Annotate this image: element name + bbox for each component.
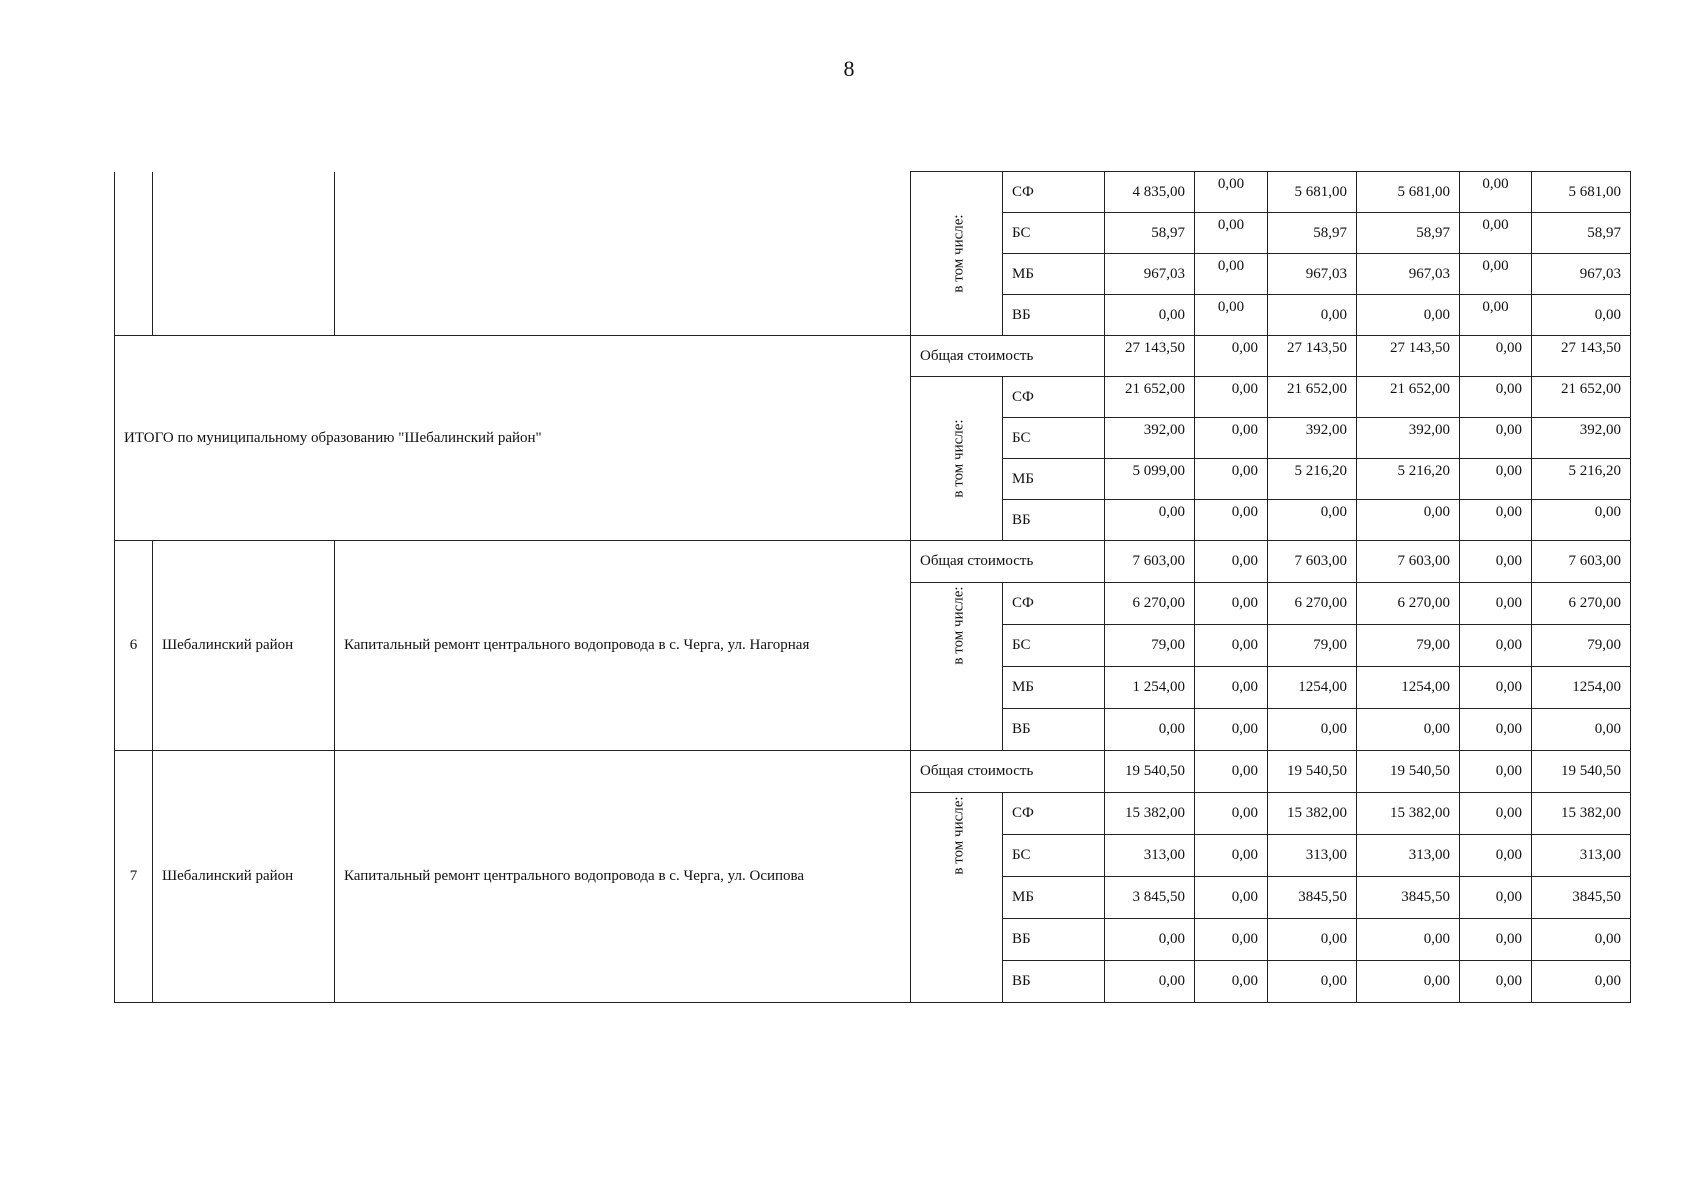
value-cell: 0,00 [1460,751,1532,793]
district-name: Шебалинский район [153,751,335,1003]
value-cell: 19 540,50 [1105,751,1195,793]
value-cell: 0,00 [1460,919,1532,961]
value-cell: 0,00 [1268,709,1357,751]
value-cell: 5 681,00 [1268,172,1357,213]
value-cell: 5 216,20 [1357,459,1460,500]
value-cell: 0,00 [1357,919,1460,961]
value-cell: 0,00 [1195,377,1268,418]
value-cell: 27 143,50 [1105,336,1195,377]
value-cell: 7 603,00 [1357,541,1460,583]
value-cell: 27 143,50 [1268,336,1357,377]
fund-code: СФ [1003,793,1105,835]
value-cell: 313,00 [1357,835,1460,877]
value-cell: 392,00 [1532,418,1631,459]
fund-code: СФ [1003,583,1105,625]
value-cell: 0,00 [1195,835,1268,877]
value-cell: 19 540,50 [1268,751,1357,793]
value-cell: 5 681,00 [1357,172,1460,213]
value-cell: 6 270,00 [1357,583,1460,625]
value-cell: 58,97 [1532,213,1631,254]
fund-code: ВБ [1003,500,1105,541]
funding-table [114,171,1631,1003]
including-label: в том числе: [911,793,1003,1003]
value-cell: 1 254,00 [1105,667,1195,709]
value-cell: 392,00 [1105,418,1195,459]
value-cell: 0,00 [1357,961,1460,1003]
value-cell: 0,00 [1460,625,1532,667]
value-cell: 21 652,00 [1105,377,1195,418]
value-cell: 0,00 [1460,583,1532,625]
value-cell: 1254,00 [1357,667,1460,709]
fund-code: БС [1003,418,1105,459]
table-row [115,541,1631,583]
value-cell: 0,00 [1195,625,1268,667]
value-cell: 0,00 [1195,583,1268,625]
value-cell: 0,00 [1532,919,1631,961]
value-cell: 3845,50 [1268,877,1357,919]
value-cell: 0,00 [1195,254,1268,295]
value-cell: 0,00 [1460,295,1532,336]
value-cell: 0,00 [1195,541,1268,583]
value-cell: 0,00 [1460,459,1532,500]
value-cell: 5 099,00 [1105,459,1195,500]
value-cell: 0,00 [1460,418,1532,459]
table-row [115,336,1631,377]
value-cell: 0,00 [1460,541,1532,583]
value-cell: 0,00 [1195,459,1268,500]
value-cell: 5 216,20 [1532,459,1631,500]
num-cell [115,172,153,336]
table-row [115,172,1631,213]
fund-code: ВБ [1003,709,1105,751]
value-cell: 1254,00 [1532,667,1631,709]
table-row [115,751,1631,793]
value-cell: 0,00 [1105,709,1195,751]
value-cell: 313,00 [1105,835,1195,877]
total-title: ИТОГО по муниципальному образованию "Шебалинский район" [115,336,911,541]
fund-code: МБ [1003,877,1105,919]
value-cell: 0,00 [1460,213,1532,254]
value-cell: 3845,50 [1357,877,1460,919]
cost-label: Общая стоимость [911,541,1105,583]
value-cell: 0,00 [1532,961,1631,1003]
fund-code: ВБ [1003,961,1105,1003]
value-cell: 0,00 [1357,295,1460,336]
value-cell: 6 270,00 [1268,583,1357,625]
value-cell: 21 652,00 [1532,377,1631,418]
value-cell: 15 382,00 [1532,793,1631,835]
value-cell: 79,00 [1357,625,1460,667]
fund-code: СФ [1003,377,1105,418]
value-cell: 58,97 [1268,213,1357,254]
project-name: Капитальный ремонт центрального водопровода в с. Черга, ул. Осипова [335,751,911,1003]
value-cell: 0,00 [1460,500,1532,541]
value-cell: 0,00 [1105,919,1195,961]
value-cell: 0,00 [1195,213,1268,254]
value-cell: 0,00 [1195,172,1268,213]
value-cell: 0,00 [1195,709,1268,751]
value-cell: 5 681,00 [1532,172,1631,213]
value-cell: 7 603,00 [1532,541,1631,583]
value-cell: 0,00 [1460,377,1532,418]
value-cell: 0,00 [1532,500,1631,541]
value-cell: 15 382,00 [1105,793,1195,835]
project-name-cell [335,172,911,336]
value-cell: 58,97 [1105,213,1195,254]
value-cell: 967,03 [1105,254,1195,295]
district-cell [153,172,335,336]
fund-code: БС [1003,625,1105,667]
value-cell: 0,00 [1532,295,1631,336]
value-cell: 0,00 [1532,709,1631,751]
value-cell: 967,03 [1357,254,1460,295]
page-number: 8 [843,56,855,81]
value-cell: 0,00 [1195,336,1268,377]
value-cell: 79,00 [1268,625,1357,667]
value-cell: 0,00 [1460,835,1532,877]
value-cell: 79,00 [1532,625,1631,667]
value-cell: 313,00 [1268,835,1357,877]
value-cell: 15 382,00 [1268,793,1357,835]
value-cell: 0,00 [1195,877,1268,919]
value-cell: 967,03 [1532,254,1631,295]
value-cell: 6 270,00 [1532,583,1631,625]
value-cell: 0,00 [1357,709,1460,751]
value-cell: 0,00 [1268,919,1357,961]
including-label: в том числе: [911,377,1003,541]
value-cell: 0,00 [1105,961,1195,1003]
value-cell: 0,00 [1105,295,1195,336]
including-label: в том числе: [911,172,1003,336]
value-cell: 21 652,00 [1268,377,1357,418]
value-cell: 0,00 [1268,961,1357,1003]
value-cell: 21 652,00 [1357,377,1460,418]
value-cell: 0,00 [1460,336,1532,377]
value-cell: 58,97 [1357,213,1460,254]
value-cell: 967,03 [1268,254,1357,295]
value-cell: 1254,00 [1268,667,1357,709]
value-cell: 27 143,50 [1357,336,1460,377]
value-cell: 0,00 [1195,919,1268,961]
value-cell: 4 835,00 [1105,172,1195,213]
total-cost-label: Общая стоимость [911,336,1105,377]
value-cell: 0,00 [1195,500,1268,541]
fund-code: МБ [1003,459,1105,500]
including-label: в том числе: [911,583,1003,751]
value-cell: 0,00 [1195,295,1268,336]
value-cell: 27 143,50 [1532,336,1631,377]
fund-code: ВБ [1003,919,1105,961]
value-cell: 392,00 [1268,418,1357,459]
fund-code: МБ [1003,254,1105,295]
value-cell: 0,00 [1195,961,1268,1003]
value-cell: 0,00 [1195,751,1268,793]
value-cell: 0,00 [1195,418,1268,459]
value-cell: 15 382,00 [1357,793,1460,835]
value-cell: 19 540,50 [1357,751,1460,793]
value-cell: 0,00 [1460,254,1532,295]
value-cell: 7 603,00 [1105,541,1195,583]
project-name: Капитальный ремонт центрального водопровода в с. Черга, ул. Нагорная [335,541,911,751]
value-cell: 6 270,00 [1105,583,1195,625]
value-cell: 0,00 [1105,500,1195,541]
value-cell: 0,00 [1460,667,1532,709]
cost-label: Общая стоимость [911,751,1105,793]
fund-code: ВБ [1003,295,1105,336]
row-number: 6 [115,541,153,751]
fund-code: БС [1003,213,1105,254]
value-cell: 0,00 [1357,500,1460,541]
value-cell: 0,00 [1460,709,1532,751]
fund-code: СФ [1003,172,1105,213]
value-cell: 19 540,50 [1532,751,1631,793]
value-cell: 0,00 [1195,793,1268,835]
row-number: 7 [115,751,153,1003]
district-name: Шебалинский район [153,541,335,751]
value-cell: 0,00 [1460,172,1532,213]
value-cell: 5 216,20 [1268,459,1357,500]
fund-code: БС [1003,835,1105,877]
value-cell: 0,00 [1460,877,1532,919]
value-cell: 3 845,50 [1105,877,1195,919]
value-cell: 7 603,00 [1268,541,1357,583]
fund-code: МБ [1003,667,1105,709]
value-cell: 3845,50 [1532,877,1631,919]
value-cell: 313,00 [1532,835,1631,877]
value-cell: 0,00 [1195,667,1268,709]
value-cell: 0,00 [1268,500,1357,541]
value-cell: 0,00 [1268,295,1357,336]
value-cell: 392,00 [1357,418,1460,459]
value-cell: 0,00 [1460,793,1532,835]
value-cell: 79,00 [1105,625,1195,667]
value-cell: 0,00 [1460,961,1532,1003]
